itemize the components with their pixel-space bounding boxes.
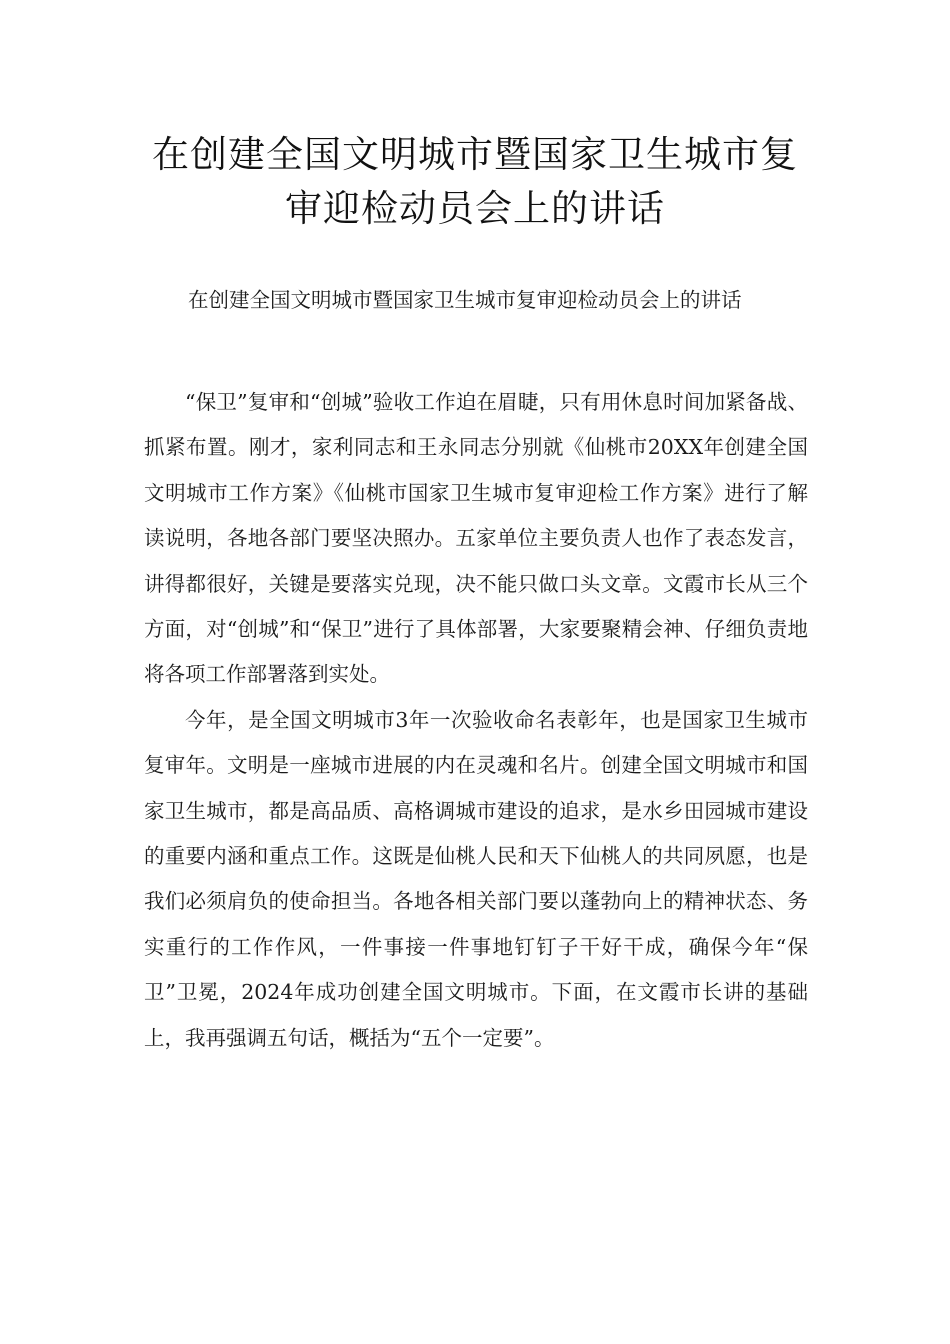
body-paragraph: 今年，是全国文明城市3年一次验收命名表彰年，也是国家卫生城市复审年。文明是一座城市进展的内在灵魂和名片。创建全国文明城市和国家卫生城市，都是高品质、高格调城市建设的追求，是水乡田园城市建设的重要内涵和重点工作。这既是仙桃人民和天下仙桃人的共同夙愿，也是我们必须肩负的使命担当。各地各相关部门要以蓬勃向上的精神状态、务实重行的工作作风，一件事接一件事地钉钉子干好干成，确保今年“保卫”卫冕，2024年成功创建全国文明城市。下面，在文霞市长讲的基础上，我再强调五句话，概括为“五个一定要”。 — [144, 707, 808, 1050]
document-subtitle: 在创建全国文明城市暨国家卫生城市复审迎检动员会上的讲话 — [188, 288, 742, 312]
body-paragraph: “保卫”复审和“创城”验收工作迫在眉睫，只有用休息时间加紧备战、抓紧布置。刚才，家利同志和王永同志分别就《仙桃市20XX年创建全国文明城市工作方案》《仙桃市国家卫生城市复审迎检工作方案》进行了解读说明，各地各部门要坚决照办。五家单位主要负责人也作了表态发言，讲得都很好，关键是要落实兑现，决不能只做口头文章。文霞市长从三个方面，对“创城”和“保卫”进行了具体部署，大家要聚精会神、仔细负责地将各项工作部署落到实处。 — [144, 390, 808, 687]
document-title: 在创建全国文明城市暨国家卫生城市复审迎检动员会上的讲话 — [152, 133, 798, 230]
document-body — [144, 380, 808, 1061]
